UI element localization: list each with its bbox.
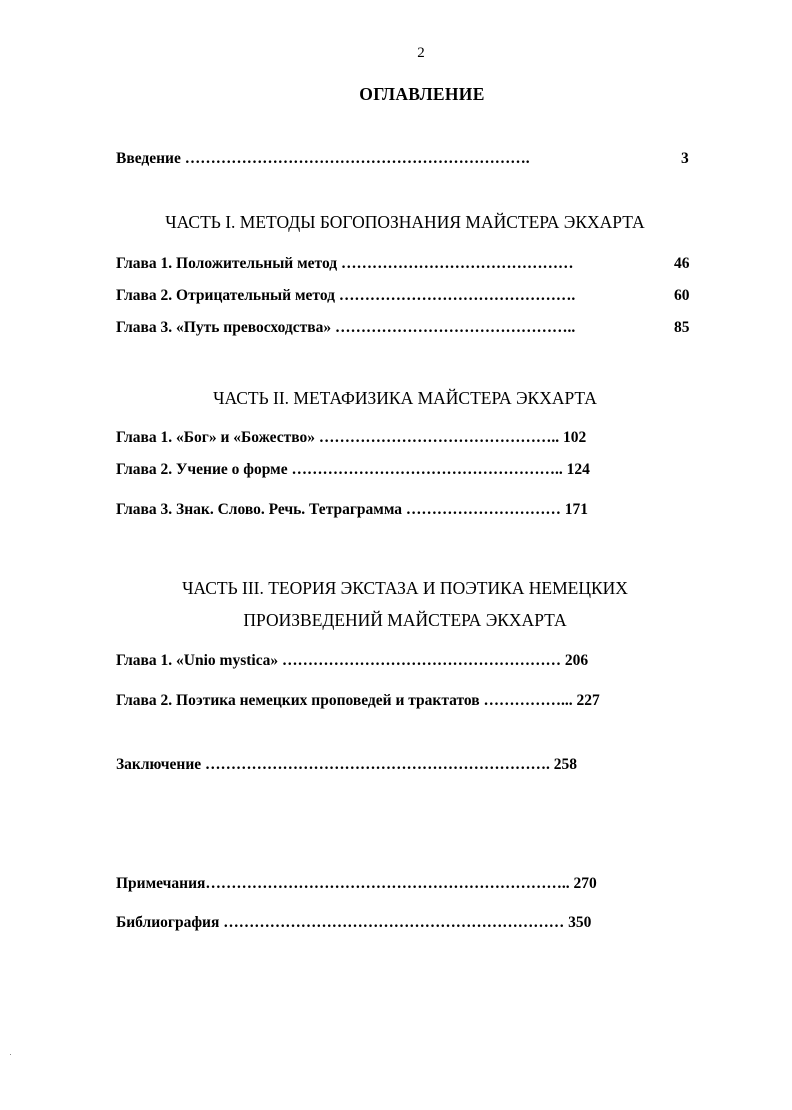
- toc-entry-label: Глава 3. Знак. Слово. Речь. Тетраграмма ………………………… 171: [116, 501, 589, 518]
- toc-entry-label: Глава 2. Отрицательный метод ……………………………………….: [116, 287, 576, 304]
- toc-entry-page-number: 60: [674, 287, 690, 304]
- toc-entry-conclusion[interactable]: [116, 755, 577, 775]
- part-3-heading-line-2: ПРОИЗВЕДЕНИЙ МАЙСТЕРА ЭКХАРТА: [243, 610, 567, 630]
- toc-entry-label: Глава 3. «Путь превосходства» ………………………………………..: [116, 319, 576, 336]
- toc-entry-label: Примечания…………………………………………………………….. 270: [116, 875, 597, 892]
- toc-entry-part2-chapter-1[interactable]: [116, 428, 586, 448]
- toc-entry-label: Глава 2. Поэтика немецких проповедей и трактатов ……………... 227: [116, 692, 600, 709]
- toc-entry-notes[interactable]: [116, 874, 597, 894]
- toc-entry-introduction[interactable]: [116, 149, 530, 169]
- toc-entry-label: Глава 1. «Unio mystica» ……………………………………………… 206: [116, 652, 589, 669]
- toc-entry-part3-chapter-2[interactable]: [116, 691, 600, 711]
- toc-entry-page-number: 46: [674, 255, 690, 272]
- part-1-heading: ЧАСТЬ I. МЕТОДЫ БОГОПОЗНАНИЯ МАЙСТЕРА ЭКХАРТА: [165, 212, 645, 232]
- toc-entry-label: Глава 1. Положительный метод ………………………………………: [116, 255, 574, 272]
- toc-entry-part2-chapter-2[interactable]: [116, 460, 590, 480]
- toc-entry-part1-chapter-1[interactable]: [116, 254, 573, 274]
- toc-entry-part1-chapter-3[interactable]: [116, 318, 575, 338]
- toc-entry-label: Глава 2. Учение о форме …………………………………………….. 124: [116, 461, 590, 478]
- page-title: ОГЛАВЛЕНИЕ: [359, 84, 485, 104]
- scan-speck: [10, 1054, 11, 1055]
- part-2-heading: ЧАСТЬ II. МЕТАФИЗИКА МАЙСТЕРА ЭКХАРТА: [213, 388, 597, 408]
- toc-entry-page-number: 3: [681, 150, 689, 167]
- part-3-heading-line-1: ЧАСТЬ III. ТЕОРИЯ ЭКСТАЗА И ПОЭТИКА НЕМЕЦКИХ: [182, 578, 628, 598]
- toc-entry-label: Библиография ………………………………………………………… 350: [116, 914, 592, 931]
- toc-entry-part2-chapter-3[interactable]: [116, 500, 588, 520]
- toc-entry-label: Заключение …………………………………………………………. 258: [116, 756, 578, 773]
- toc-entry-label: Введение ………………………………………………………….: [116, 150, 530, 167]
- toc-entry-bibliography[interactable]: [116, 913, 591, 933]
- toc-entry-page-number: 85: [674, 319, 690, 336]
- toc-entry-part3-chapter-1[interactable]: [116, 651, 588, 671]
- page-number: 2: [417, 45, 425, 61]
- toc-entry-part1-chapter-2[interactable]: [116, 286, 575, 306]
- toc-entry-label: Глава 1. «Бог» и «Божество» ……………………………………….. 102: [116, 429, 587, 446]
